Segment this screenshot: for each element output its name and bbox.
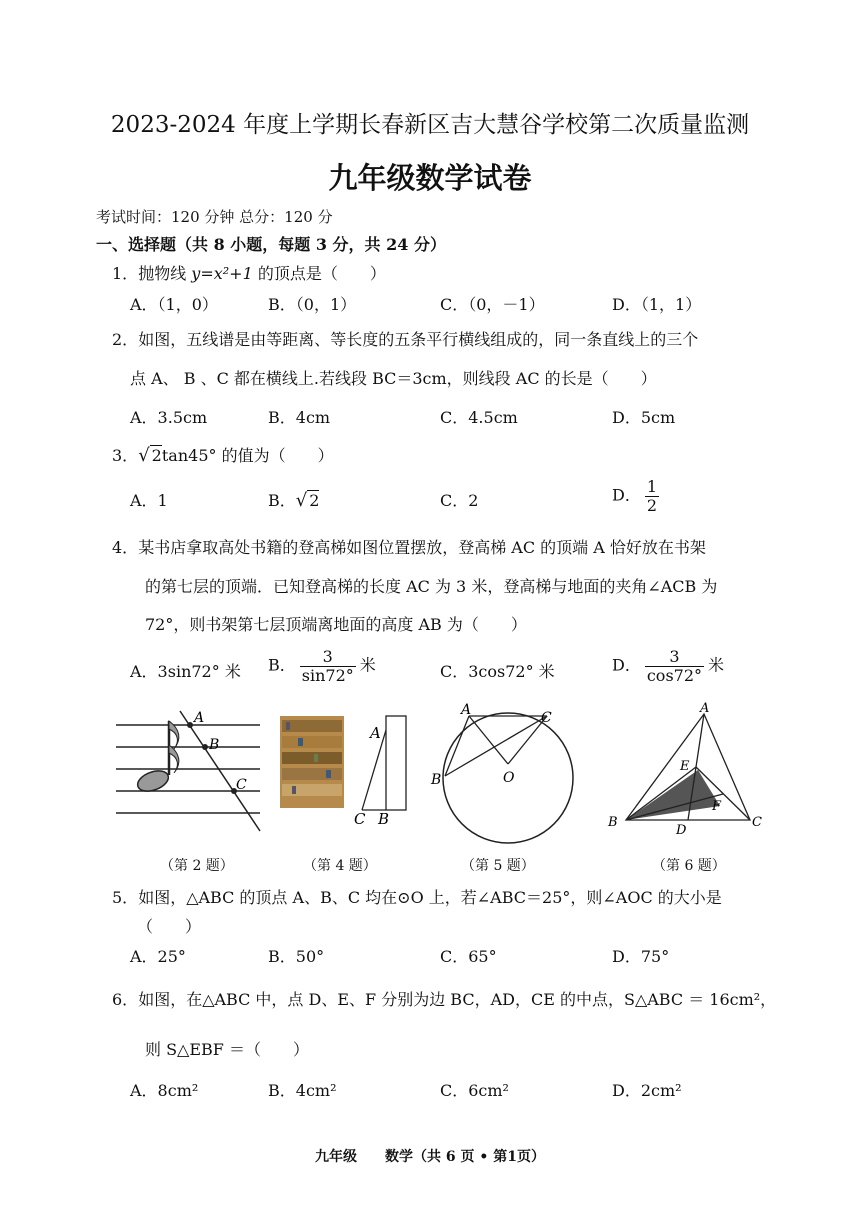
label-c: C	[236, 777, 247, 793]
option-label: D．	[612, 655, 641, 675]
question-2	[112, 327, 698, 350]
option-b[interactable]	[268, 648, 376, 684]
question-number: 1．	[112, 264, 139, 283]
label-a: A	[461, 702, 472, 718]
question-text: 如图，△ABC 的顶点 A、B、C 均在⊙O 上，若∠ABC＝25°，则∠AOC 的大小是	[138, 888, 722, 907]
question-text: 如图，五线谱是由等距离、等长度的五条平行横线组成的，同一条直线上的三个	[138, 330, 699, 349]
option-c[interactable]: C．2	[440, 491, 479, 510]
question-text: 如图，在△ABC 中，点 D、E、F 分别为边 BC，AD，CE 的中点，S△ABC ＝ 16cm²，	[138, 990, 777, 1009]
option-a[interactable]: A．3.5cm	[130, 408, 208, 427]
option-c[interactable]: C．4.5cm	[440, 408, 518, 427]
question-5-line2: （ ）	[137, 917, 202, 936]
figure-q2-staff	[108, 705, 268, 835]
question-number: 3．	[112, 446, 139, 465]
option-d[interactable]: D．5cm	[612, 408, 676, 427]
unit: 米	[708, 655, 725, 675]
option-a[interactable]: A．8cm²	[130, 1081, 199, 1100]
radical-sign: √	[138, 445, 150, 466]
option-b[interactable]: B．（0，1）	[268, 295, 357, 314]
label-d: D	[676, 823, 687, 838]
question-2-line2: 点 A、 B 、C 都在横线上.若线段 BC＝3cm，则线段 AC 的长是（ ）	[130, 369, 657, 388]
label-b: B	[431, 772, 442, 788]
question-number: 4．	[112, 538, 139, 557]
question-1	[112, 261, 386, 284]
denominator: sin72°	[301, 665, 354, 685]
option-c[interactable]: C．6cm²	[440, 1081, 509, 1100]
figure-caption: （第 2 题）	[160, 858, 234, 874]
segment-bc	[445, 716, 547, 776]
label-e: E	[680, 759, 690, 774]
figure-q5-circle	[425, 700, 585, 850]
question-6-line2: 则 S△EBF ＝（ ）	[145, 1040, 309, 1059]
figure-caption: （第 6 题）	[652, 858, 726, 874]
question-number: 6．	[112, 990, 139, 1009]
figure-q4-ladder	[278, 712, 410, 832]
option-label: B．	[268, 491, 296, 510]
page-footer: 九年级 数学（共 6 页 • 第1页）	[315, 1149, 545, 1165]
question-number: 5．	[112, 888, 139, 907]
option-label: B．	[268, 655, 296, 675]
question-5	[112, 885, 722, 908]
point-a	[187, 722, 193, 728]
option-b[interactable]	[268, 488, 319, 511]
segment-ab	[445, 716, 469, 776]
numerator: 1	[646, 477, 658, 496]
label-b: B	[378, 810, 390, 828]
fraction	[300, 648, 356, 684]
option-a[interactable]: A．1	[130, 491, 168, 510]
figure-caption: （第 5 题）	[461, 858, 535, 874]
denominator: cos72°	[646, 665, 703, 685]
radical-sign: √	[295, 490, 308, 511]
label-c: C	[354, 810, 366, 828]
question-6	[112, 987, 776, 1010]
option-d[interactable]	[612, 648, 724, 684]
question-4-line2: 的第七层的顶端．已知登高梯的长度 AC 为 3 米，登高梯与地面的夹角∠ACB 为	[145, 577, 718, 596]
label-b: B	[209, 737, 220, 753]
option-c[interactable]: C．65°	[440, 947, 497, 966]
option-b[interactable]: B．4cm	[268, 408, 331, 427]
question-text: tan45° 的值为（ ）	[161, 446, 334, 465]
option-d[interactable]: D．（1，1）	[612, 295, 702, 314]
radicand: 2	[309, 491, 320, 510]
label-b: B	[608, 815, 618, 830]
figure-caption: （第 4 题）	[303, 858, 377, 874]
option-b[interactable]: B．4cm²	[268, 1081, 337, 1100]
exam-info: 考试时间：120 分钟 总分：120 分	[96, 208, 333, 226]
option-c[interactable]: C．3cos72° 米	[440, 662, 555, 681]
formula: y=x²+1	[191, 264, 253, 283]
fraction	[645, 478, 659, 514]
option-c[interactable]: C．（0，－1）	[440, 295, 545, 314]
option-a[interactable]: A．25°	[130, 947, 186, 966]
ladder-ac	[362, 730, 386, 810]
label-c: C	[752, 815, 762, 830]
option-d[interactable]	[612, 478, 663, 514]
question-text: 某书店拿取高处书籍的登高梯如图位置摆放，登高梯 AC 的顶端 A 恰好放在书架	[138, 538, 706, 557]
exam-title: 2023-2024 年度上学期长春新区吉大慧谷学校第二次质量监测	[110, 112, 750, 138]
section-title: 一、选择题（共 8 小题，每题 3 分，共 24 分）	[96, 235, 446, 254]
numerator: 3	[300, 648, 356, 667]
label-a: A	[700, 701, 710, 716]
radicand: 2	[151, 446, 162, 465]
label-c: C	[541, 710, 552, 726]
shelf-rect	[386, 716, 406, 810]
fraction	[645, 648, 704, 684]
label-a: A	[370, 724, 381, 742]
label-f: F	[712, 799, 722, 814]
question-number: 2．	[112, 330, 139, 349]
question-3	[112, 443, 334, 466]
option-a[interactable]: A．（1，0）	[130, 295, 218, 314]
label-a: A	[194, 710, 205, 726]
question-4-line3: 72°，则书架第七层顶端离地面的高度 AB 为（ ）	[145, 615, 527, 634]
option-d[interactable]: D．75°	[612, 947, 670, 966]
exam-subtitle: 九年级数学试卷	[328, 161, 532, 195]
segment-ao	[469, 716, 508, 764]
label-o: O	[503, 770, 515, 786]
option-b[interactable]: B．50°	[268, 947, 325, 966]
option-d[interactable]: D．2cm²	[612, 1081, 682, 1100]
unit: 米	[359, 655, 376, 675]
question-4	[112, 535, 706, 558]
option-a[interactable]: A．3sin72° 米	[130, 662, 241, 681]
option-label: D．	[612, 485, 641, 505]
question-text: 的顶点是（ ）	[252, 264, 386, 283]
point-b	[202, 744, 208, 750]
figure-q6-triangle	[600, 700, 770, 840]
numerator: 3	[645, 648, 704, 667]
question-text: 抛物线	[138, 264, 192, 283]
denominator: 2	[646, 495, 658, 515]
bookshelf-books	[282, 720, 342, 796]
